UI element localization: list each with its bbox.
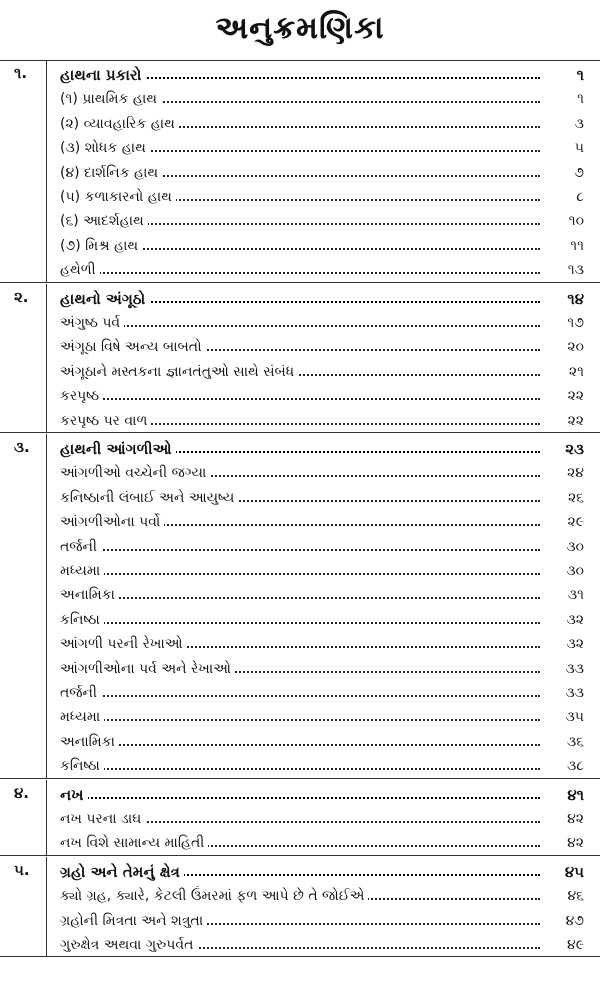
page-title: અનુક્રમણિકા [215, 10, 385, 46]
toc-entry [0, 210, 600, 234]
chapter-number: ૫. [14, 860, 30, 879]
entry-title: (૬) આદર્શહાથ [60, 210, 148, 232]
entry-title: અનામિકા [60, 731, 119, 753]
toc-entry [0, 361, 600, 385]
toc-entry [0, 186, 600, 210]
entry-title: તર્જની [60, 682, 101, 704]
chapter-number: ૪. [14, 783, 29, 802]
column-divider [46, 434, 47, 778]
entry-page-number: ૧૦ [565, 210, 584, 232]
entry-title: (૭) મિશ્ર હાથ [60, 235, 142, 257]
entry-page-number: ૫ [571, 137, 584, 159]
entry-title: ક્યો ગ્રહ, ક્યારે, કેટલી ઉંમરમાં ફળ આપે છે તે જોઈએ [60, 885, 368, 907]
dot-leader [60, 272, 540, 274]
entry-title: નખ વિશે સામાન્ય માહિતી [60, 832, 208, 854]
entry-page-number: ૨૧ [565, 361, 584, 383]
entry-page-number: ૪૭ [562, 910, 584, 932]
entry-title: અંગૂઠાને મસ્તકના જ્ઞાનતંતુઓ સાથે સંબંધ [60, 361, 298, 383]
toc-entry [0, 934, 600, 958]
toc-entry [0, 336, 600, 360]
entry-title: કનિષ્ઠા [60, 609, 104, 631]
entry-title: મધ્યમા [60, 706, 104, 728]
entry-title: હથેળી [60, 259, 100, 281]
entry-title: કરપૃષ્ઠ [60, 385, 103, 407]
entry-page-number: ૩૮ [563, 755, 584, 777]
chapter-page-number: ૪૫ [561, 861, 584, 883]
entry-page-number: ૪૯ [563, 934, 584, 956]
entry-title: અંગૂઠા વિષે અન્ય બાબતો [60, 336, 206, 358]
entry-page-number: ૧૩ [564, 259, 584, 281]
column-divider [46, 284, 47, 432]
entry-page-number: ૩૩ [561, 658, 584, 680]
dot-leader [60, 573, 540, 575]
toc-entry [0, 487, 600, 511]
entry-page-number: ૨૨ [564, 410, 584, 432]
entry-title: આંગળી પરની રેખાઓ [60, 633, 187, 655]
toc-entry [0, 235, 600, 259]
entry-page-number: ૩૨ [562, 609, 584, 631]
toc-entry [0, 658, 600, 682]
entry-title: મધ્યમા [60, 560, 104, 582]
dot-leader [60, 797, 540, 799]
entry-title: ગ્રહોની મિત્રતા અને શત્રુતા [60, 910, 207, 932]
entry-title: આંગળીઓના પર્વ અને રેખાઓ [60, 658, 235, 680]
section-divider [0, 60, 600, 61]
toc-entry [0, 885, 600, 909]
entry-page-number: ૩૬ [563, 731, 584, 753]
toc-entry [0, 511, 600, 535]
dot-leader [60, 597, 540, 599]
entry-title: અનામિકા [60, 584, 119, 606]
toc-entry [0, 731, 600, 755]
entry-title: કનિષ્ઠા [60, 755, 104, 777]
toc-entry [0, 259, 600, 283]
entry-page-number: ૩૨ [562, 633, 584, 655]
entry-title: અંગુષ્ઠ પર્વ [60, 312, 124, 334]
chapter-page-number: ૪૧ [563, 784, 584, 806]
chapter-row [0, 784, 600, 808]
entry-page-number: ૧૭ [563, 312, 584, 334]
section-divider [0, 956, 600, 957]
chapter-row [0, 64, 600, 88]
entry-page-number: ૪૬ [563, 885, 584, 907]
dot-leader [60, 695, 540, 697]
toc-entry [0, 832, 600, 856]
entry-page-number: ૨૦ [563, 336, 584, 358]
toc-entry [0, 410, 600, 434]
entry-page-number: ૩૦ [562, 536, 584, 558]
entry-page-number: ૩ [571, 113, 584, 135]
toc-entry [0, 808, 600, 832]
entry-page-number: ૨૪ [563, 462, 584, 484]
dot-leader [60, 719, 540, 721]
toc-entry [0, 137, 600, 161]
toc-entry [0, 682, 600, 706]
entry-title: આંગળીઓ વચ્ચેની જગ્યા [60, 462, 210, 484]
dot-leader [60, 744, 540, 746]
toc-entry [0, 462, 600, 486]
entry-title: (૩) શોધક હાથ [60, 137, 150, 159]
entry-title: કરપૃષ્ઠ પર વાળ [60, 410, 151, 432]
entry-page-number: ૩૩ [561, 682, 584, 704]
chapter-row [0, 861, 600, 885]
entry-page-number: ૪૨ [563, 808, 584, 830]
toc-entry [0, 536, 600, 560]
chapter-number: ૩. [14, 438, 30, 456]
chapter-page-number: ૧૪ [563, 288, 584, 310]
chapter-number: ૨. [14, 287, 29, 306]
entry-title: નખ પરના ડાઘ [60, 808, 145, 830]
toc-entry [0, 609, 600, 633]
dot-leader [60, 398, 540, 400]
entry-page-number: ૩૧ [564, 584, 584, 606]
entry-title: તર્જની [60, 536, 101, 558]
chapter-row [0, 288, 600, 312]
entry-page-number: ૨૬ [564, 487, 584, 509]
entry-page-number: ૩૦ [562, 560, 584, 582]
toc-entry [0, 162, 600, 186]
toc-entry [0, 584, 600, 608]
entry-title: ગુરુક્ષેત્ર અથવા ગુરુપર્વત [60, 934, 197, 956]
dot-leader [60, 325, 540, 327]
toc-entry [0, 385, 600, 409]
chapter-title: હાથની આંગળીઓ [60, 438, 176, 460]
entry-page-number: ૧૧ [566, 235, 584, 257]
chapter-title: હાથનો અંગૂઠો [60, 288, 149, 310]
chapter-number: ૧. [14, 64, 28, 82]
chapter-row [0, 438, 600, 462]
entry-title: (૧) પ્રાથમિક હાથ [60, 88, 161, 110]
entry-page-number: ૨૨ [564, 385, 584, 407]
entry-title: આંગળીઓના પર્વો [60, 511, 164, 533]
entry-title: (૫) કળાકારનો હાથ [60, 186, 176, 208]
dot-leader [60, 622, 540, 624]
column-divider [46, 780, 47, 855]
section-divider [0, 282, 600, 283]
entry-page-number: ૭ [570, 162, 584, 184]
chapter-title: નખ [60, 784, 88, 806]
entry-title: (૨) વ્યાવહારિક હાથ [60, 113, 179, 135]
toc-entry [0, 312, 600, 336]
chapter-title: ગ્રહો અને તેમનું ક્ષેત્ર [60, 861, 184, 883]
toc-entry [0, 910, 600, 934]
entry-page-number: ૨૯ [563, 511, 584, 533]
section-divider [0, 778, 600, 779]
toc-entry [0, 706, 600, 730]
entry-page-number: ૪૨ [563, 832, 584, 854]
toc-entry [0, 633, 600, 657]
section-divider [0, 855, 600, 856]
section-divider [0, 432, 600, 433]
entry-page-number: ૧ [573, 88, 584, 110]
dot-leader [60, 549, 540, 551]
column-divider [46, 60, 47, 282]
entry-page-number: ૮ [572, 186, 584, 208]
chapter-page-number: ૧ [573, 64, 584, 86]
toc-entry [0, 88, 600, 112]
toc-entry [0, 755, 600, 779]
entry-page-number: ૩૫ [561, 706, 584, 728]
toc-entry [0, 113, 600, 137]
toc-entry [0, 560, 600, 584]
dot-leader [60, 768, 540, 770]
column-divider [46, 857, 47, 957]
chapter-title: હાથના પ્રકારો [60, 64, 145, 86]
entry-title: (૪) દાર્શનિક હાથ [60, 162, 162, 184]
entry-title: કનિષ્ઠાની લંબાઈ અને આયુષ્ય [60, 487, 238, 509]
chapter-page-number: ૨૩ [561, 438, 584, 460]
